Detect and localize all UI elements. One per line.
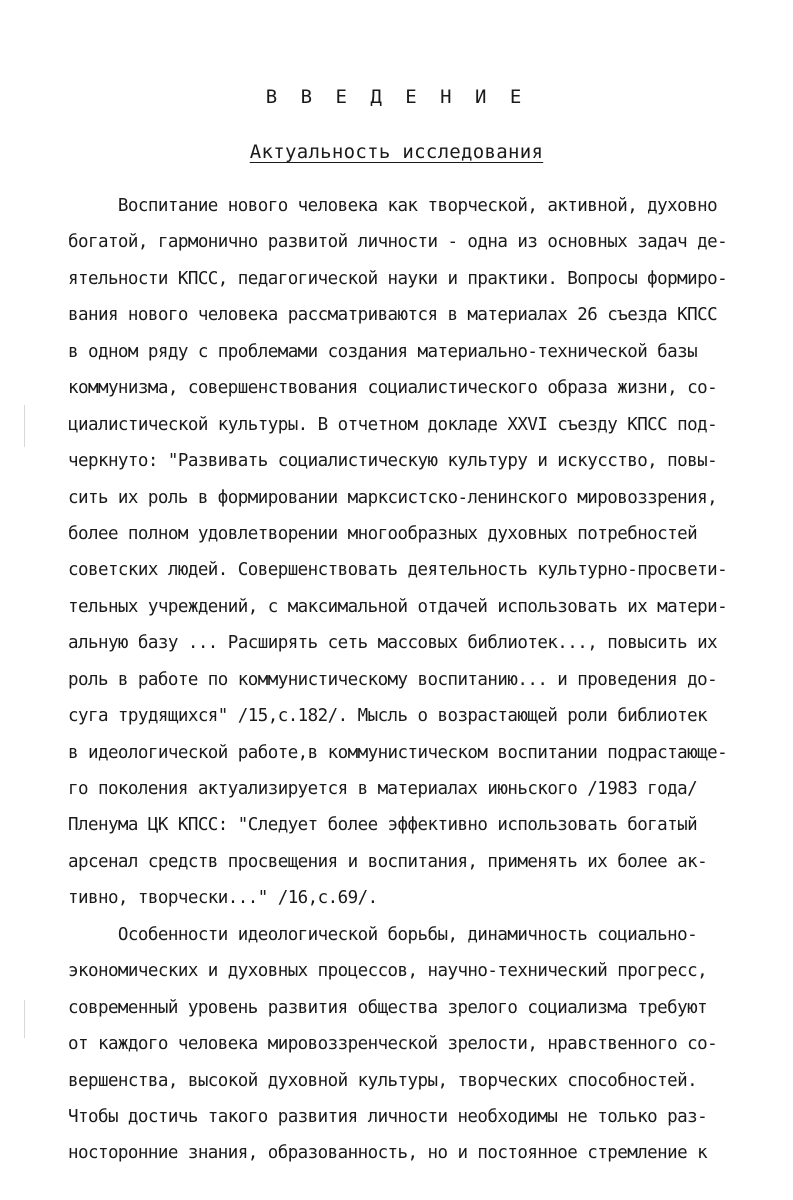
text-line: тивно, творчески..." /16,с.69/. <box>68 888 378 909</box>
text-line: современный уровень развития общества зрелого социализма требуют <box>68 997 708 1018</box>
body-text <box>68 188 758 1172</box>
left-margin-mark <box>24 405 25 447</box>
section-subheading-text: Актуальность исследования <box>249 141 544 163</box>
text-line: в идеологической работе,в коммунистическом воспитании подрастающе- <box>68 742 728 763</box>
text-line: более полном удовлетворении многообразных духовных потребностей <box>68 523 698 544</box>
left-margin-mark <box>24 1000 25 1038</box>
text-line: Чтобы достичь такого развития личности необходимы не только раз- <box>68 1106 708 1127</box>
text-line: Пленума ЦК КПСС: "Следует более эффективно использовать богатый <box>68 815 698 836</box>
text-line: тельных учреждений, с максимальной отдачей использовать их матери- <box>68 596 728 617</box>
text-line: роль в работе по коммунистическому воспитанию... и проведения до- <box>68 669 718 690</box>
text-line: сить их роль в формировании марксистско-ленинского мировоззрения, <box>68 487 718 508</box>
section-subheading <box>0 141 793 163</box>
chapter-heading: В В Е Д Е Н И Е <box>265 86 528 108</box>
text-line: в одном ряду с проблемами создания материально-технической базы <box>68 341 698 362</box>
text-line: Воспитание нового человека как творческой, активной, духовно <box>68 196 718 216</box>
text-line: циалистической культуры. В отчетном докладе XXVI съезду КПСС под- <box>68 414 718 435</box>
text-line: го поколения актуализируется в материалах июньского /1983 года/ <box>68 779 698 799</box>
text-line: ятельности КПСС, педагогической науки и практики. Вопросы формиро- <box>68 268 728 289</box>
text-line: коммунизма, совершенствования социалистического образа жизни, со- <box>68 378 718 399</box>
text-line: суга трудящихся" /15,с.182/. Мысль о возрастающей роли библиотек <box>68 706 708 727</box>
text-line: от каждого человека мировоззренческой зрелости, нравственного со- <box>68 1034 718 1055</box>
text-line: вершенства, высокой духовной культуры, творческих способностей. <box>68 1070 698 1091</box>
text-line: носторонние знания, образованность, но и постоянное стремление к <box>68 1143 708 1164</box>
text-line: арсенал средств просвещения и воспитания, применять их более ак- <box>68 851 708 872</box>
text-line: богатой, гармонично развитой личности - одна из основных задач де- <box>68 232 728 253</box>
text-line: альную базу ... Расширять сеть массовых библиотек..., повысить их <box>68 633 718 654</box>
text-line: экономических и духовных процессов, научно-технический прогресс, <box>68 961 708 982</box>
text-line: черкнуто: "Развивать социалистическую культуру и искусство, повы- <box>68 451 718 472</box>
text-line: Особенности идеологической борьбы, динамичность социально- <box>68 924 698 945</box>
text-line: вания нового человека рассматриваются в материалах 26 съезда КПСС <box>68 305 718 326</box>
text-line: советских людей. Совершенствовать деятельность культурно-просвети- <box>68 560 728 581</box>
